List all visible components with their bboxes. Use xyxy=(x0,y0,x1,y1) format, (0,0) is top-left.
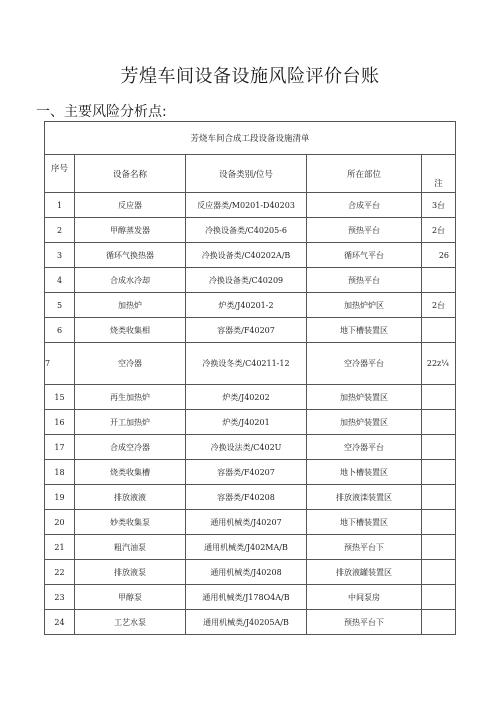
cell-category: 通用机械类/J178O4A/B xyxy=(186,585,307,610)
cell-seq: 5 xyxy=(45,293,75,318)
table-row xyxy=(45,385,456,410)
table-row xyxy=(45,510,456,535)
cell-name: 合成空冷器 xyxy=(75,435,186,460)
cell-note xyxy=(422,268,456,293)
cell-name: 妙类收集泵 xyxy=(75,510,186,535)
cell-location: 空冷器平台 xyxy=(307,435,422,460)
cell-location: 地卜槽装置区 xyxy=(307,460,422,485)
cell-seq: 23 xyxy=(45,585,75,610)
cell-note xyxy=(422,560,456,585)
cell-note xyxy=(422,435,456,460)
cell-name: 排放液液 xyxy=(75,485,186,510)
cell-note xyxy=(422,318,456,343)
cell-seq: 6 xyxy=(45,318,75,343)
cell-category: 反应器类/M0201-D40203 xyxy=(186,193,307,218)
table-row xyxy=(45,435,456,460)
table-row xyxy=(45,268,456,293)
cell-name: 粗汽油泵 xyxy=(75,535,186,560)
table-row xyxy=(45,243,456,268)
cell-name: 工艺水泵 xyxy=(75,610,186,635)
cell-note: 3台 xyxy=(422,193,456,218)
table-row xyxy=(45,585,456,610)
cell-category: 通用机械类/J40205A/B xyxy=(186,610,307,635)
cell-location: 预热平台下 xyxy=(307,610,422,635)
cell-note: 22z¼ xyxy=(422,343,456,385)
cell-note xyxy=(422,535,456,560)
cell-location: 中间泵房 xyxy=(307,585,422,610)
table-row xyxy=(45,410,456,435)
cell-seq: 18 xyxy=(45,460,75,485)
cell-category: 通用机械类/J402MA/B xyxy=(186,535,307,560)
cell-seq: 2 xyxy=(45,218,75,243)
cell-location: 加热炉装置区 xyxy=(307,385,422,410)
cell-name: 再生加热炉 xyxy=(75,385,186,410)
cell-note xyxy=(422,460,456,485)
header-category: 设备类别/位号 xyxy=(186,155,307,193)
table-row xyxy=(45,610,456,635)
cell-name: 排放液泵 xyxy=(75,560,186,585)
cell-note: 2台 xyxy=(422,218,456,243)
table-row xyxy=(45,485,456,510)
cell-seq: 21 xyxy=(45,535,75,560)
cell-category: 炉类/J40201-2 xyxy=(186,293,307,318)
cell-location: 合成平台 xyxy=(307,193,422,218)
equipment-table xyxy=(44,121,456,635)
table-row xyxy=(45,535,456,560)
cell-note xyxy=(422,385,456,410)
cell-seq: 3 xyxy=(45,243,75,268)
cell-location: 加热炉炉区 xyxy=(307,293,422,318)
cell-category: 通用机械类/J40207 xyxy=(186,510,307,535)
cell-seq: 15 xyxy=(45,385,75,410)
header-name: 设备名称 xyxy=(75,155,186,193)
cell-location: 排放液滦装置区 xyxy=(307,485,422,510)
cell-location: 加热炉装置区 xyxy=(307,410,422,435)
cell-name: 烧类收集槽 xyxy=(75,460,186,485)
cell-category: 炉类/J40201 xyxy=(186,410,307,435)
cell-note: 2台 xyxy=(422,293,456,318)
cell-seq: 7 xyxy=(45,343,75,385)
cell-name: 合成水冷却 xyxy=(75,268,186,293)
cell-note xyxy=(422,585,456,610)
cell-location: 地下槽装置区 xyxy=(307,318,422,343)
cell-seq: 24 xyxy=(45,610,75,635)
header-note: 注 xyxy=(422,155,456,193)
cell-location: 预热平台下 xyxy=(307,535,422,560)
cell-name: 烧类收集相 xyxy=(75,318,186,343)
cell-location: 预热平台 xyxy=(307,218,422,243)
cell-location: 地下槽装置区 xyxy=(307,510,422,535)
cell-seq: 1 xyxy=(45,193,75,218)
table-row xyxy=(45,460,456,485)
cell-category: 冷换设备类/C40202A/B xyxy=(186,243,307,268)
cell-name: 循环气换热器 xyxy=(75,243,186,268)
cell-category: 冷换设备类/C40205-6 xyxy=(186,218,307,243)
cell-location: 空冷器平台 xyxy=(307,343,422,385)
cell-seq: 16 xyxy=(45,410,75,435)
cell-location: 循环气平台 xyxy=(307,243,422,268)
cell-category: 容器类/F40207 xyxy=(186,460,307,485)
cell-note xyxy=(422,610,456,635)
cell-note: 26 xyxy=(422,243,456,268)
page-title: 芳煌车间设备设施风险评价台账 xyxy=(120,66,380,87)
cell-seq: 20 xyxy=(45,510,75,535)
cell-name: 空冷器 xyxy=(75,343,186,385)
header-location: 所在部位 xyxy=(307,155,422,193)
cell-category: 通用机械类/J40208 xyxy=(186,560,307,585)
cell-location: 预热平台 xyxy=(307,268,422,293)
table-row xyxy=(45,560,456,585)
table-row xyxy=(45,343,456,385)
cell-name: 甲醇泵 xyxy=(75,585,186,610)
cell-category: 容器类/F40208 xyxy=(186,485,307,510)
table-caption: 芳烧车间合成工段设备设施清单 xyxy=(45,122,456,155)
cell-location: 排放液罐装置区 xyxy=(307,560,422,585)
table-row xyxy=(45,293,456,318)
cell-seq: 4 xyxy=(45,268,75,293)
table-row xyxy=(45,193,456,218)
cell-name: 甲醇蒸发器 xyxy=(75,218,186,243)
cell-category: 冷换设法类/C402U xyxy=(186,435,307,460)
cell-category: 容器类/F40207 xyxy=(186,318,307,343)
cell-seq: 17 xyxy=(45,435,75,460)
cell-note xyxy=(422,510,456,535)
section-heading: 一、主要风险分析点: xyxy=(36,104,167,120)
cell-note xyxy=(422,410,456,435)
cell-name: 反应器 xyxy=(75,193,186,218)
cell-name: 加热炉 xyxy=(75,293,186,318)
cell-category: 冷换设冬类/C40211-12 xyxy=(186,343,307,385)
table-row xyxy=(45,318,456,343)
table-row xyxy=(45,218,456,243)
header-seq: 序号 xyxy=(45,155,75,193)
cell-category: 冷换设备类/C40209 xyxy=(186,268,307,293)
cell-note xyxy=(422,485,456,510)
cell-name: 开工加热炉 xyxy=(75,410,186,435)
cell-seq: 19 xyxy=(45,485,75,510)
cell-category: 炉类/J40202 xyxy=(186,385,307,410)
cell-seq: 22 xyxy=(45,560,75,585)
